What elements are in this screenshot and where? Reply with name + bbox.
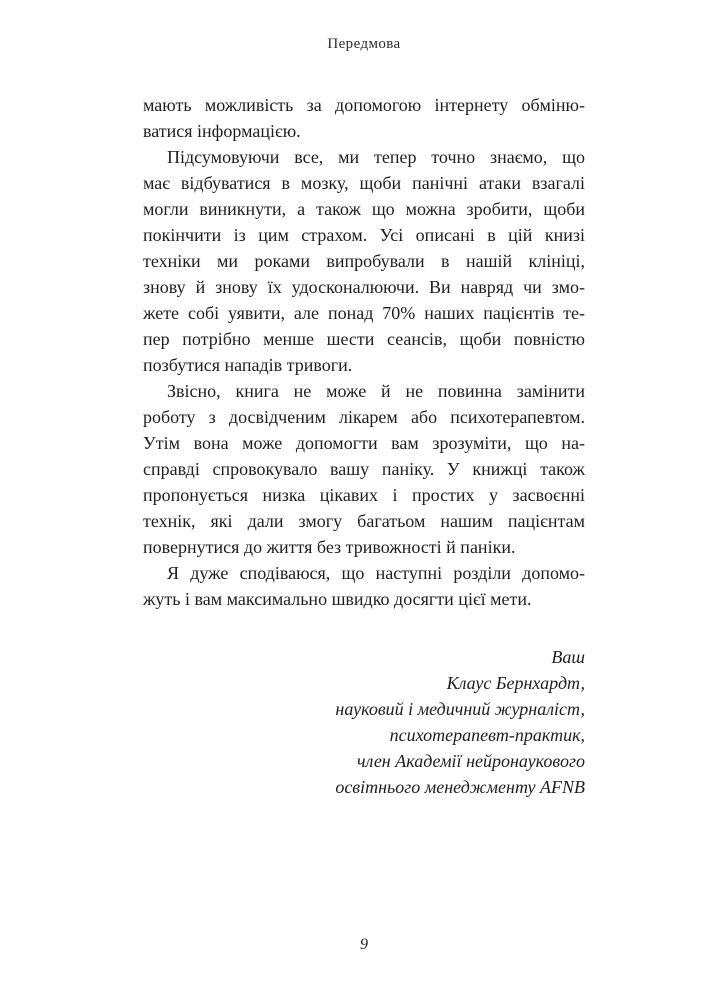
text-line: технік, які дали змогу багатьом нашим пацієнтам bbox=[143, 511, 585, 531]
text-line: позбутися нападів тривоги. bbox=[143, 355, 353, 375]
signature-line: Ваш bbox=[551, 647, 585, 667]
text-line: могли виникнути, а також що можна зробити, щоби bbox=[143, 199, 585, 219]
text-line: знову й знову їх удосконалюючи. Ви навряд чи змо- bbox=[143, 277, 585, 297]
text-line: Підсумовуючи все, ми тепер точно знаємо, що bbox=[167, 147, 585, 167]
text-line: пер потрібно менше шести сеансів, щоби повністю bbox=[143, 329, 585, 349]
text-line: мають можливість за допомогою інтернету обміню- bbox=[143, 95, 585, 115]
paragraph bbox=[143, 144, 585, 378]
text-line: техніки ми роками випробували в нашій клініці, bbox=[143, 251, 585, 271]
text-line: Звісно, книга не може й не повинна замінити bbox=[167, 381, 585, 401]
signature-line: науковий і медичний журналіст, bbox=[335, 699, 585, 719]
text-line: покінчити із цим страхом. Усі описані в цій книзі bbox=[143, 225, 585, 245]
body-text bbox=[143, 92, 585, 612]
paragraph bbox=[143, 92, 585, 144]
page-number: 9 bbox=[360, 936, 368, 953]
text-line: Утім вона може допомогти вам зрозуміти, що на- bbox=[143, 433, 585, 453]
paragraph bbox=[143, 560, 585, 612]
text-line: Я дуже сподіваюся, що наступні розділи допомо- bbox=[167, 563, 585, 583]
text-line: роботу з досвідченим лікарем або психотерапевтом. bbox=[143, 407, 585, 427]
running-header: Передмова bbox=[327, 36, 401, 52]
signature-line: член Академії нейронаукового bbox=[356, 751, 585, 771]
text-line: справді спровокувало вашу паніку. У книжці також bbox=[143, 459, 585, 479]
signature-line: освітнього менеджменту AFNB bbox=[335, 777, 585, 797]
text-line: жете собі уявити, але понад 70% наших пацієнтів те- bbox=[143, 303, 585, 323]
text-line: пропонується низка цікавих і простих у засвоєнні bbox=[143, 485, 585, 505]
text-line: повернутися до життя без тривожності й паніки. bbox=[143, 537, 516, 557]
text-line: ватися інформацією. bbox=[143, 121, 301, 141]
signature-line: Клаус Бернхардт, bbox=[446, 673, 585, 693]
text-line: має відбуватися в мозку, щоби панічні атаки взагалі bbox=[143, 173, 585, 193]
signature-line: психотерапевт-практик, bbox=[389, 725, 585, 745]
signature-block bbox=[143, 644, 585, 800]
text-line: жуть і вам максимально швидко досягти цієї мети. bbox=[143, 589, 532, 609]
paragraph bbox=[143, 378, 585, 560]
